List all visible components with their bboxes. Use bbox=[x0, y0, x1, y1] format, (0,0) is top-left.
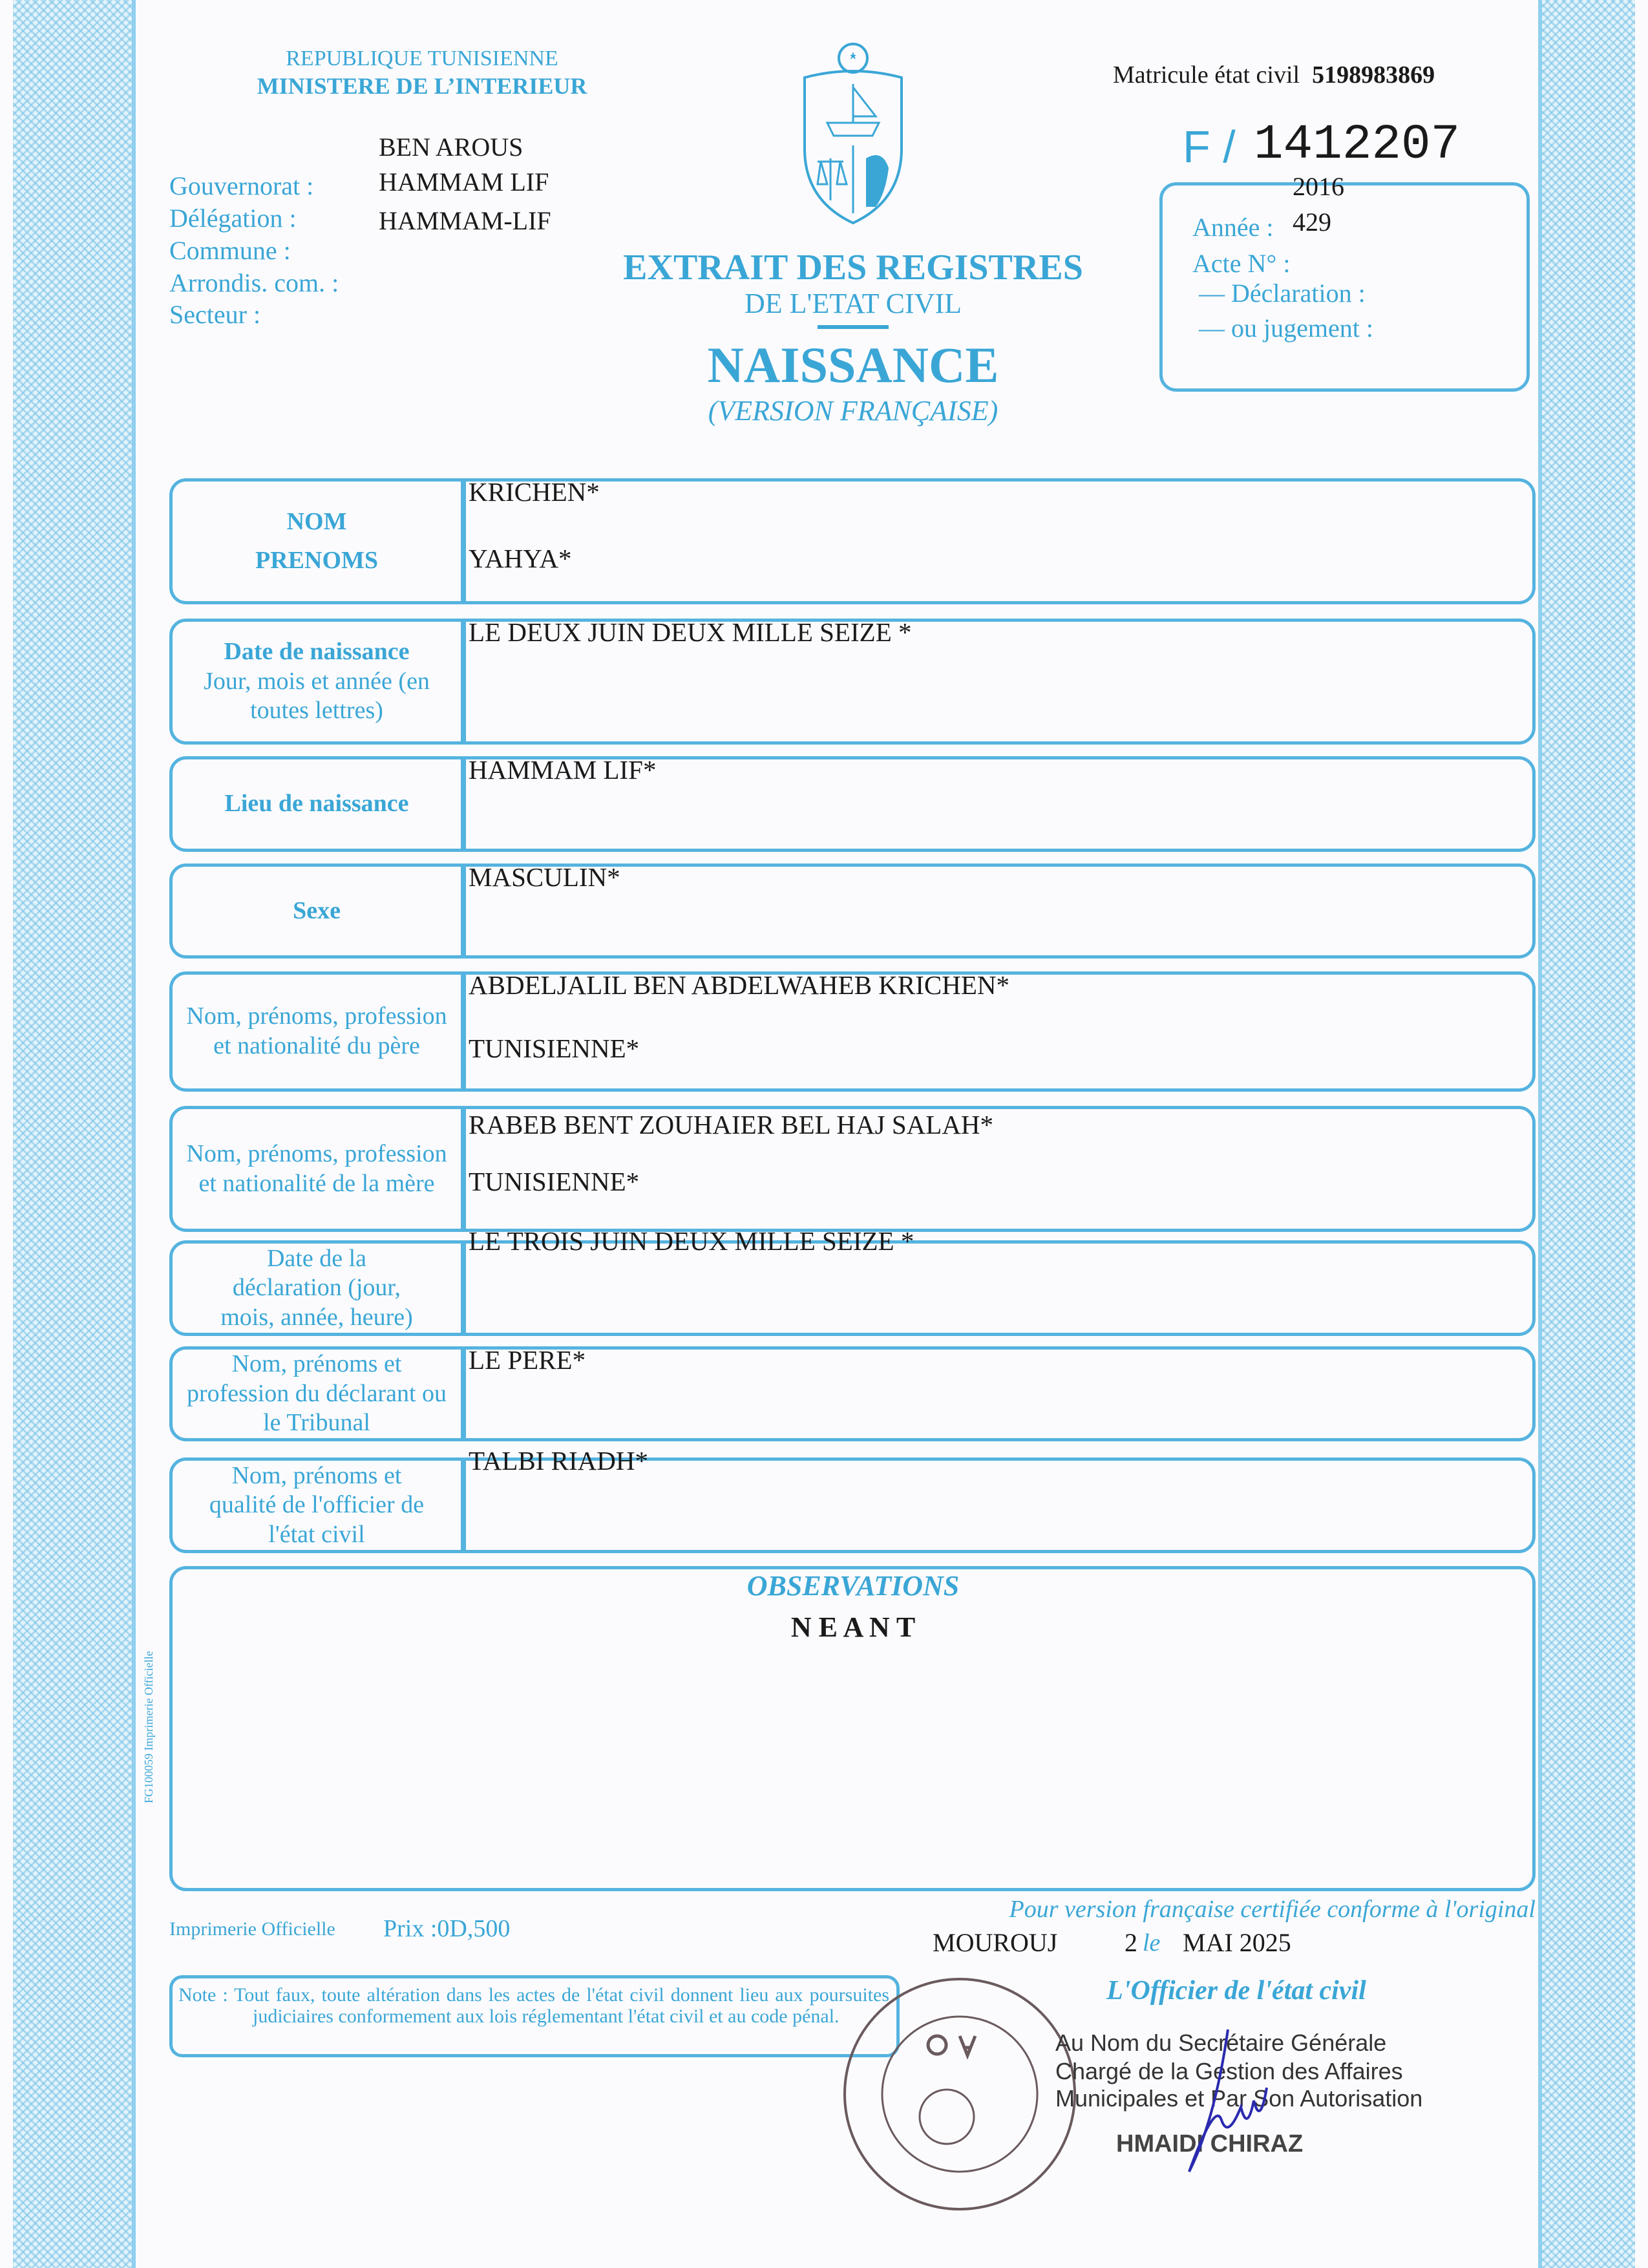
observations-value: N E A N T bbox=[790, 1611, 916, 1643]
document-subtitle: DE L'ETAT CIVIL bbox=[745, 288, 962, 319]
declarant-label: Nom, prénoms et profession du déclarant ou le Tribunal bbox=[186, 1350, 447, 1437]
officer-label-cell bbox=[169, 1457, 464, 1553]
declarant-label-cell bbox=[169, 1346, 464, 1441]
acte-label: Acte N° : bbox=[1192, 249, 1291, 278]
officer-name: HMAIDI CHIRAZ bbox=[1116, 2130, 1304, 2157]
nom-label: NOM bbox=[286, 507, 347, 535]
issue-day: 2 bbox=[1125, 1928, 1137, 1957]
printer-side-code: FG100059 Imprimerie Officielle bbox=[142, 1651, 155, 1803]
officer-line-3: Municipales et Par Son Autorisation bbox=[1055, 2085, 1423, 2112]
serial-number: 1412207 bbox=[1254, 117, 1461, 173]
birth-date-value: LE DEUX JUIN DEUX MILLE SEIZE * bbox=[469, 617, 912, 647]
observations-label: OBSERVATIONS bbox=[746, 1570, 960, 1602]
birth-place-label: Lieu de naissance bbox=[224, 790, 409, 818]
declarant-value-cell bbox=[463, 1346, 1536, 1441]
matricule-label: Matricule état civil bbox=[1113, 61, 1300, 89]
officer-value-cell bbox=[463, 1446, 1536, 1553]
secteur-label: Secteur : bbox=[169, 300, 261, 329]
delegation-label: Délégation : bbox=[169, 204, 297, 233]
prenoms-label: PRENOMS bbox=[255, 546, 378, 574]
signature-icon bbox=[1176, 2023, 1305, 2185]
birth-date-label-cell bbox=[169, 619, 464, 745]
name-value-cell bbox=[463, 478, 1536, 604]
father-nationality-value: TUNISIENNE* bbox=[469, 1033, 640, 1063]
mother-label-cell bbox=[169, 1106, 464, 1232]
jugement-label: — ou jugement : bbox=[1199, 313, 1373, 343]
issue-place: MOUROUJ bbox=[933, 1928, 1058, 1957]
father-value-cell bbox=[463, 971, 1536, 1092]
officer-label: Nom, prénoms et qualité de l'officier de l'état civil bbox=[209, 1461, 425, 1548]
officer-title: L'Officier de l'état civil bbox=[1106, 1976, 1366, 2006]
sex-label: Sexe bbox=[293, 896, 341, 924]
mother-value-cell bbox=[463, 1106, 1536, 1232]
father-label-cell bbox=[169, 971, 464, 1092]
sex-value: MASCULIN* bbox=[469, 862, 620, 892]
republic-label: REPUBLIQUE TUNISIENNE bbox=[286, 47, 558, 70]
declaration-date-label: Date de la déclaration (jour, mois, année, heure) bbox=[220, 1244, 413, 1331]
officer-line-2: Chargé de la Gestion des Affaires bbox=[1055, 2058, 1403, 2084]
issue-le-label: le bbox=[1143, 1929, 1161, 1956]
birth-place-value-cell bbox=[463, 756, 1536, 852]
annee-label: Année : bbox=[1192, 213, 1274, 242]
version-label: (VERSION FRANÇAISE) bbox=[708, 395, 998, 427]
arrondissement-label: Arrondis. com. : bbox=[169, 268, 339, 297]
declaration-label: — Déclaration : bbox=[1199, 279, 1366, 308]
father-name-value: ABDELJALIL BEN ABDELWAHEB KRICHEN* bbox=[469, 970, 1010, 1000]
declaration-date-value-cell bbox=[463, 1226, 1536, 1336]
father-label: Nom, prénoms, profession et nationalité du père bbox=[186, 1002, 447, 1059]
act-type-title: NAISSANCE bbox=[707, 337, 999, 393]
mother-name-value: RABEB BENT ZOUHAIER BEL HAJ SALAH* bbox=[469, 1110, 994, 1139]
birth-place-value: HAMMAM LIF* bbox=[469, 755, 657, 785]
birth-place-label-cell bbox=[169, 756, 464, 852]
birth-date-sublabel: Jour, mois et année (en toutes lettres) bbox=[204, 667, 430, 725]
officer-value: TALBI RIADH* bbox=[469, 1446, 648, 1476]
left-security-border bbox=[13, 0, 136, 2268]
declarant-value: LE PERE* bbox=[469, 1345, 586, 1375]
annee-value: 429 bbox=[1293, 207, 1331, 237]
prenoms-value: YAHYA* bbox=[469, 544, 572, 573]
mother-label: Nom, prénoms, profession et nationalité de la mère bbox=[186, 1139, 447, 1197]
matricule-field bbox=[1113, 61, 1435, 89]
ministry-label: MINISTERE DE L’INTERIEUR bbox=[257, 73, 587, 99]
delegation-value: HAMMAM LIF bbox=[379, 167, 549, 196]
matricule-value: 5198983869 bbox=[1312, 61, 1435, 89]
issue-month-year: MAI 2025 bbox=[1183, 1928, 1291, 1957]
nom-value: KRICHEN* bbox=[469, 477, 600, 507]
legal-note: Note : Tout faux, toute altération dans les actes de l'état civil donnent lieu aux poursuites judiciaires conformement aux lois réglementant l'état civil et au code pénal. bbox=[178, 1984, 889, 2027]
price-label: Prix :0D,500 bbox=[383, 1915, 511, 1942]
certified-statement: Pour version française certifiée conforme à l'original bbox=[1009, 1896, 1536, 1923]
name-label-cell bbox=[169, 478, 464, 604]
right-security-border bbox=[1538, 0, 1635, 2268]
title-divider bbox=[818, 325, 889, 329]
gouvernorat-label: Gouvernorat : bbox=[169, 171, 314, 200]
tunisia-coat-of-arms-icon bbox=[792, 39, 914, 229]
serial-prefix: F / bbox=[1183, 122, 1236, 172]
officer-line-1: Au Nom du Secrétaire Générale bbox=[1055, 2030, 1387, 2056]
gouvernorat-value: BEN AROUS bbox=[379, 132, 523, 162]
birth-date-label: Date de naissance bbox=[224, 638, 410, 666]
birth-date-value-cell bbox=[463, 619, 1536, 745]
act-year-value: 2016 bbox=[1293, 172, 1344, 201]
sex-label-cell bbox=[169, 864, 464, 959]
declaration-date-label-cell bbox=[169, 1240, 464, 1336]
commune-value: HAMMAM-LIF bbox=[379, 206, 551, 235]
document-title: EXTRAIT DES REGISTRES bbox=[623, 248, 1083, 288]
official-stamp-icon bbox=[840, 1975, 1079, 2214]
printer-label: Imprimerie Officielle bbox=[169, 1918, 335, 1940]
sex-value-cell bbox=[463, 864, 1536, 959]
declaration-date-value: LE TROIS JUIN DEUX MILLE SEIZE * bbox=[469, 1226, 914, 1256]
commune-label: Commune : bbox=[169, 236, 291, 265]
mother-nationality-value: TUNISIENNE* bbox=[469, 1167, 640, 1196]
